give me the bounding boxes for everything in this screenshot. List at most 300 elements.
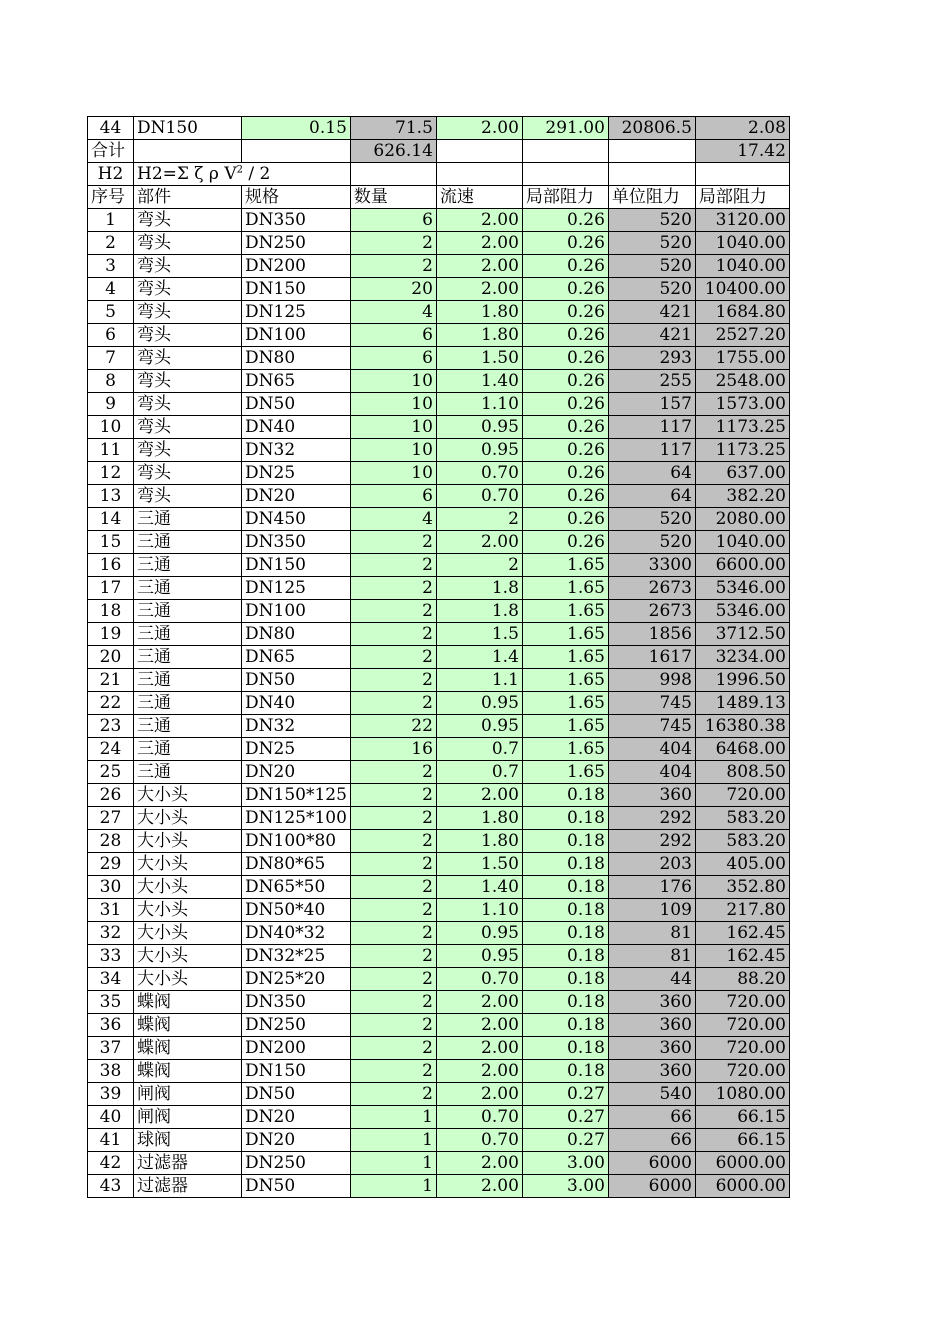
part-name-cell[interactable]: 大小头 <box>134 945 242 968</box>
spec-cell[interactable]: DN32 <box>242 715 351 738</box>
velocity-cell[interactable]: 1.40 <box>436 370 522 393</box>
local-resistance-cell[interactable]: 1080.00 <box>695 1083 789 1106</box>
unit-resistance-cell[interactable]: 520 <box>608 531 695 554</box>
cell[interactable] <box>608 163 695 186</box>
local-resistance-cell[interactable]: 720.00 <box>695 1060 789 1083</box>
unit-resistance-cell[interactable]: 540 <box>608 1083 695 1106</box>
spec-cell[interactable]: DN250 <box>242 1152 351 1175</box>
unit-resistance-cell[interactable]: 292 <box>608 807 695 830</box>
part-name-cell[interactable]: 弯头 <box>134 370 242 393</box>
local-coefficient-cell[interactable]: 0.18 <box>522 899 608 922</box>
local-coefficient-cell[interactable]: 0.26 <box>522 485 608 508</box>
local-resistance-cell[interactable]: 352.80 <box>695 876 789 899</box>
cell[interactable] <box>695 163 789 186</box>
spec-cell[interactable]: DN20 <box>242 485 351 508</box>
unit-resistance-cell[interactable]: 745 <box>608 692 695 715</box>
velocity-cell[interactable]: 1.4 <box>436 646 522 669</box>
quantity-cell[interactable]: 4 <box>350 301 436 324</box>
spec-cell[interactable]: DN125 <box>242 301 351 324</box>
part-name-cell[interactable]: 弯头 <box>134 232 242 255</box>
local-coefficient-cell[interactable]: 0.18 <box>522 807 608 830</box>
part-name-cell[interactable]: 闸阀 <box>134 1106 242 1129</box>
spec-cell[interactable]: DN50 <box>242 1175 351 1198</box>
unit-resistance-cell[interactable]: 745 <box>608 715 695 738</box>
spec-cell[interactable]: DN350 <box>242 209 351 232</box>
row-number-cell[interactable]: 10 <box>88 416 134 439</box>
local-resistance-cell[interactable]: 1173.25 <box>695 439 789 462</box>
column-header[interactable]: 序号 <box>88 186 134 209</box>
velocity-cell[interactable]: 0.7 <box>436 761 522 784</box>
velocity-cell[interactable]: 2.00 <box>436 1152 522 1175</box>
local-coefficient-cell[interactable]: 0.18 <box>522 1060 608 1083</box>
quantity-cell[interactable]: 2 <box>350 1014 436 1037</box>
spec-cell[interactable]: DN50 <box>242 669 351 692</box>
velocity-cell[interactable]: 1.80 <box>436 301 522 324</box>
part-name-cell[interactable]: 大小头 <box>134 807 242 830</box>
row-number-cell[interactable]: 11 <box>88 439 134 462</box>
local-resistance-cell[interactable]: 6468.00 <box>695 738 789 761</box>
row-number-cell[interactable]: 40 <box>88 1106 134 1129</box>
velocity-cell[interactable]: 2.00 <box>436 278 522 301</box>
local-resistance-cell[interactable]: 405.00 <box>695 853 789 876</box>
velocity-cell[interactable]: 0.95 <box>436 715 522 738</box>
part-name-cell[interactable]: 弯头 <box>134 324 242 347</box>
spec-cell[interactable]: DN32*25 <box>242 945 351 968</box>
part-name-cell[interactable]: 弯头 <box>134 301 242 324</box>
unit-resistance-cell[interactable]: 1617 <box>608 646 695 669</box>
local-resistance-cell[interactable]: 720.00 <box>695 991 789 1014</box>
local-resistance-cell[interactable]: 10400.00 <box>695 278 789 301</box>
quantity-cell[interactable]: 6 <box>350 347 436 370</box>
unit-resistance-cell[interactable]: 421 <box>608 324 695 347</box>
velocity-cell[interactable]: 2.00 <box>436 1037 522 1060</box>
quantity-cell[interactable]: 2 <box>350 600 436 623</box>
quantity-cell[interactable]: 2 <box>350 807 436 830</box>
velocity-cell[interactable]: 0.70 <box>436 1129 522 1152</box>
total-resistance[interactable]: 17.42 <box>695 140 789 163</box>
part-name-cell[interactable]: 三通 <box>134 600 242 623</box>
unit-resistance-cell[interactable]: 404 <box>608 738 695 761</box>
spec-cell[interactable]: DN32 <box>242 439 351 462</box>
spec-cell[interactable]: DN20 <box>242 761 351 784</box>
part-name-cell[interactable]: 三通 <box>134 715 242 738</box>
local-coefficient-cell[interactable]: 0.26 <box>522 232 608 255</box>
velocity-cell[interactable]: 2 <box>436 508 522 531</box>
local-resistance-cell[interactable]: 16380.38 <box>695 715 789 738</box>
part-name-cell[interactable]: 三通 <box>134 554 242 577</box>
local-coefficient-cell[interactable]: 0.26 <box>522 393 608 416</box>
local-resistance-cell[interactable]: 2548.00 <box>695 370 789 393</box>
part-name-cell[interactable]: 过滤器 <box>134 1175 242 1198</box>
quantity-cell[interactable]: 1 <box>350 1175 436 1198</box>
quantity-cell[interactable]: 2 <box>350 232 436 255</box>
cell[interactable]: 20806.5 <box>608 117 695 140</box>
local-coefficient-cell[interactable]: 0.26 <box>522 462 608 485</box>
velocity-cell[interactable]: 0.95 <box>436 922 522 945</box>
quantity-cell[interactable]: 6 <box>350 209 436 232</box>
row-number-cell[interactable]: 13 <box>88 485 134 508</box>
part-name-cell[interactable]: 弯头 <box>134 347 242 370</box>
velocity-cell[interactable]: 1.1 <box>436 669 522 692</box>
velocity-cell[interactable]: 1.80 <box>436 830 522 853</box>
velocity-cell[interactable]: 1.10 <box>436 899 522 922</box>
local-coefficient-cell[interactable]: 1.65 <box>522 761 608 784</box>
row-number-cell[interactable]: 9 <box>88 393 134 416</box>
local-resistance-cell[interactable]: 382.20 <box>695 485 789 508</box>
quantity-cell[interactable]: 2 <box>350 1083 436 1106</box>
unit-resistance-cell[interactable]: 44 <box>608 968 695 991</box>
spec-cell[interactable]: DN25 <box>242 738 351 761</box>
local-resistance-cell[interactable]: 2527.20 <box>695 324 789 347</box>
local-coefficient-cell[interactable]: 1.65 <box>522 600 608 623</box>
local-resistance-cell[interactable]: 88.20 <box>695 968 789 991</box>
spec-cell[interactable]: DN25*20 <box>242 968 351 991</box>
row-number-cell[interactable]: 3 <box>88 255 134 278</box>
cell[interactable] <box>436 163 522 186</box>
quantity-cell[interactable]: 10 <box>350 439 436 462</box>
part-name-cell[interactable]: 三通 <box>134 646 242 669</box>
row-number-cell[interactable]: 34 <box>88 968 134 991</box>
unit-resistance-cell[interactable]: 2673 <box>608 577 695 600</box>
column-header[interactable]: 数量 <box>350 186 436 209</box>
quantity-cell[interactable]: 2 <box>350 255 436 278</box>
row-number-cell[interactable]: 8 <box>88 370 134 393</box>
velocity-cell[interactable]: 2.00 <box>436 1175 522 1198</box>
unit-resistance-cell[interactable]: 6000 <box>608 1152 695 1175</box>
spec-cell[interactable]: DN150 <box>242 554 351 577</box>
spec-cell[interactable]: DN125 <box>242 577 351 600</box>
spec-cell[interactable]: DN125*100 <box>242 807 351 830</box>
unit-resistance-cell[interactable]: 255 <box>608 370 695 393</box>
local-resistance-cell[interactable]: 6600.00 <box>695 554 789 577</box>
velocity-cell[interactable]: 1.80 <box>436 324 522 347</box>
row-number-cell[interactable]: 28 <box>88 830 134 853</box>
velocity-cell[interactable]: 1.50 <box>436 347 522 370</box>
velocity-cell[interactable]: 2.00 <box>436 209 522 232</box>
local-resistance-cell[interactable]: 6000.00 <box>695 1175 789 1198</box>
local-resistance-cell[interactable]: 2080.00 <box>695 508 789 531</box>
local-resistance-cell[interactable]: 66.15 <box>695 1106 789 1129</box>
quantity-cell[interactable]: 10 <box>350 416 436 439</box>
local-resistance-cell[interactable]: 1996.50 <box>695 669 789 692</box>
part-name-cell[interactable]: 弯头 <box>134 393 242 416</box>
local-resistance-cell[interactable]: 1040.00 <box>695 232 789 255</box>
row-number-cell[interactable]: 22 <box>88 692 134 715</box>
part-name-cell[interactable]: 蝶阀 <box>134 1037 242 1060</box>
part-name-cell[interactable]: 大小头 <box>134 853 242 876</box>
part-name-cell[interactable]: 三通 <box>134 761 242 784</box>
velocity-cell[interactable]: 0.95 <box>436 416 522 439</box>
part-name-cell[interactable]: 闸阀 <box>134 1083 242 1106</box>
part-name-cell[interactable]: 蝶阀 <box>134 991 242 1014</box>
part-name-cell[interactable]: 弯头 <box>134 416 242 439</box>
quantity-cell[interactable]: 2 <box>350 669 436 692</box>
part-name-cell[interactable]: 蝶阀 <box>134 1060 242 1083</box>
local-coefficient-cell[interactable]: 0.18 <box>522 876 608 899</box>
unit-resistance-cell[interactable]: 2673 <box>608 600 695 623</box>
row-number-cell[interactable]: 30 <box>88 876 134 899</box>
local-coefficient-cell[interactable]: 0.18 <box>522 968 608 991</box>
quantity-cell[interactable]: 2 <box>350 945 436 968</box>
unit-resistance-cell[interactable]: 520 <box>608 255 695 278</box>
local-coefficient-cell[interactable]: 0.26 <box>522 347 608 370</box>
velocity-cell[interactable]: 1.40 <box>436 876 522 899</box>
local-resistance-cell[interactable]: 720.00 <box>695 784 789 807</box>
local-coefficient-cell[interactable]: 0.26 <box>522 416 608 439</box>
spec-cell[interactable]: DN450 <box>242 508 351 531</box>
quantity-cell[interactable]: 2 <box>350 1060 436 1083</box>
row-number-cell[interactable]: 38 <box>88 1060 134 1083</box>
row-number-cell[interactable]: 18 <box>88 600 134 623</box>
local-resistance-cell[interactable]: 1040.00 <box>695 255 789 278</box>
part-name-cell[interactable]: 大小头 <box>134 922 242 945</box>
spec-cell[interactable]: DN80 <box>242 347 351 370</box>
unit-resistance-cell[interactable]: 421 <box>608 301 695 324</box>
unit-resistance-cell[interactable]: 360 <box>608 1037 695 1060</box>
quantity-cell[interactable]: 1 <box>350 1129 436 1152</box>
part-name-cell[interactable]: 三通 <box>134 508 242 531</box>
row-number-cell[interactable]: 2 <box>88 232 134 255</box>
local-resistance-cell[interactable]: 1173.25 <box>695 416 789 439</box>
quantity-cell[interactable]: 6 <box>350 324 436 347</box>
velocity-cell[interactable]: 2 <box>436 554 522 577</box>
quantity-cell[interactable]: 2 <box>350 830 436 853</box>
local-coefficient-cell[interactable]: 1.65 <box>522 577 608 600</box>
row-number-cell[interactable]: 25 <box>88 761 134 784</box>
formula-label[interactable]: H2 <box>88 163 134 186</box>
part-name-cell[interactable]: 三通 <box>134 692 242 715</box>
unit-resistance-cell[interactable]: 520 <box>608 232 695 255</box>
local-resistance-cell[interactable]: 637.00 <box>695 462 789 485</box>
row-number-cell[interactable]: 21 <box>88 669 134 692</box>
unit-resistance-cell[interactable]: 520 <box>608 278 695 301</box>
unit-resistance-cell[interactable]: 360 <box>608 1060 695 1083</box>
part-name-cell[interactable]: 三通 <box>134 738 242 761</box>
spec-cell[interactable]: DN80 <box>242 623 351 646</box>
row-number-cell[interactable]: 1 <box>88 209 134 232</box>
unit-resistance-cell[interactable]: 293 <box>608 347 695 370</box>
quantity-cell[interactable]: 2 <box>350 1037 436 1060</box>
cell[interactable]: 0.15 <box>242 117 351 140</box>
spec-cell[interactable]: DN20 <box>242 1106 351 1129</box>
quantity-cell[interactable]: 2 <box>350 991 436 1014</box>
velocity-cell[interactable]: 1.8 <box>436 600 522 623</box>
local-coefficient-cell[interactable]: 0.18 <box>522 922 608 945</box>
velocity-cell[interactable]: 1.80 <box>436 807 522 830</box>
row-number-cell[interactable]: 27 <box>88 807 134 830</box>
spec-cell[interactable]: DN250 <box>242 232 351 255</box>
local-resistance-cell[interactable]: 162.45 <box>695 945 789 968</box>
quantity-cell[interactable]: 20 <box>350 278 436 301</box>
part-name-cell[interactable]: 大小头 <box>134 899 242 922</box>
velocity-cell[interactable]: 1.50 <box>436 853 522 876</box>
column-header[interactable]: 流速 <box>436 186 522 209</box>
unit-resistance-cell[interactable]: 176 <box>608 876 695 899</box>
row-number-cell[interactable]: 31 <box>88 899 134 922</box>
local-coefficient-cell[interactable]: 0.18 <box>522 784 608 807</box>
row-number-cell[interactable]: 17 <box>88 577 134 600</box>
quantity-cell[interactable]: 2 <box>350 692 436 715</box>
cell[interactable]: 71.5 <box>350 117 436 140</box>
velocity-cell[interactable]: 2.00 <box>436 1014 522 1037</box>
local-coefficient-cell[interactable]: 0.27 <box>522 1129 608 1152</box>
local-resistance-cell[interactable]: 583.20 <box>695 830 789 853</box>
local-coefficient-cell[interactable]: 0.26 <box>522 209 608 232</box>
part-name-cell[interactable]: 大小头 <box>134 784 242 807</box>
quantity-cell[interactable]: 10 <box>350 393 436 416</box>
local-resistance-cell[interactable]: 3712.50 <box>695 623 789 646</box>
part-name-cell[interactable]: 三通 <box>134 531 242 554</box>
cell[interactable]: 291.00 <box>522 117 608 140</box>
local-resistance-cell[interactable]: 1755.00 <box>695 347 789 370</box>
spec-cell[interactable]: DN200 <box>242 1037 351 1060</box>
row-number-cell[interactable]: 19 <box>88 623 134 646</box>
quantity-cell[interactable]: 2 <box>350 922 436 945</box>
cell[interactable] <box>350 163 436 186</box>
spec-cell[interactable]: DN25 <box>242 462 351 485</box>
local-resistance-cell[interactable]: 5346.00 <box>695 577 789 600</box>
local-coefficient-cell[interactable]: 3.00 <box>522 1152 608 1175</box>
row-number-cell[interactable]: 35 <box>88 991 134 1014</box>
unit-resistance-cell[interactable]: 64 <box>608 485 695 508</box>
part-name-cell[interactable]: 三通 <box>134 577 242 600</box>
unit-resistance-cell[interactable]: 998 <box>608 669 695 692</box>
local-coefficient-cell[interactable]: 0.26 <box>522 255 608 278</box>
cell[interactable] <box>522 140 608 163</box>
row-number-cell[interactable]: 32 <box>88 922 134 945</box>
spec-cell[interactable]: DN150 <box>242 1060 351 1083</box>
part-name-cell[interactable]: 弯头 <box>134 209 242 232</box>
local-coefficient-cell[interactable]: 1.65 <box>522 623 608 646</box>
row-number-cell[interactable]: 23 <box>88 715 134 738</box>
cell[interactable] <box>608 140 695 163</box>
part-name-cell[interactable]: 大小头 <box>134 876 242 899</box>
local-resistance-cell[interactable]: 217.80 <box>695 899 789 922</box>
row-number-cell[interactable]: 37 <box>88 1037 134 1060</box>
quantity-cell[interactable]: 2 <box>350 784 436 807</box>
velocity-cell[interactable]: 0.70 <box>436 485 522 508</box>
local-resistance-cell[interactable]: 1684.80 <box>695 301 789 324</box>
local-resistance-cell[interactable]: 808.50 <box>695 761 789 784</box>
row-number-cell[interactable]: 43 <box>88 1175 134 1198</box>
spec-cell[interactable]: DN80*65 <box>242 853 351 876</box>
spec-cell[interactable]: DN350 <box>242 531 351 554</box>
quantity-cell[interactable]: 2 <box>350 531 436 554</box>
local-coefficient-cell[interactable]: 0.18 <box>522 991 608 1014</box>
local-resistance-cell[interactable]: 5346.00 <box>695 600 789 623</box>
spec-cell[interactable]: DN65*50 <box>242 876 351 899</box>
part-name-cell[interactable]: 大小头 <box>134 968 242 991</box>
spec-cell[interactable]: DN350 <box>242 991 351 1014</box>
local-resistance-cell[interactable]: 1489.13 <box>695 692 789 715</box>
local-resistance-cell[interactable]: 1573.00 <box>695 393 789 416</box>
spec-cell[interactable]: DN150*125 <box>242 784 351 807</box>
velocity-cell[interactable]: 0.70 <box>436 1106 522 1129</box>
velocity-cell[interactable]: 2.00 <box>436 1083 522 1106</box>
row-number-cell[interactable]: 16 <box>88 554 134 577</box>
spec-cell[interactable]: DN50*40 <box>242 899 351 922</box>
unit-resistance-cell[interactable]: 117 <box>608 416 695 439</box>
spec-cell[interactable]: DN250 <box>242 1014 351 1037</box>
row-number-cell[interactable]: 6 <box>88 324 134 347</box>
local-coefficient-cell[interactable]: 1.65 <box>522 715 608 738</box>
quantity-cell[interactable]: 2 <box>350 853 436 876</box>
quantity-cell[interactable]: 4 <box>350 508 436 531</box>
row-number-cell[interactable]: 29 <box>88 853 134 876</box>
local-coefficient-cell[interactable]: 0.27 <box>522 1106 608 1129</box>
part-name-cell[interactable]: 弯头 <box>134 462 242 485</box>
unit-resistance-cell[interactable]: 157 <box>608 393 695 416</box>
velocity-cell[interactable]: 0.95 <box>436 439 522 462</box>
spec-cell[interactable]: DN100 <box>242 600 351 623</box>
unit-resistance-cell[interactable]: 404 <box>608 761 695 784</box>
unit-resistance-cell[interactable]: 520 <box>608 508 695 531</box>
cell[interactable]: 44 <box>88 117 134 140</box>
part-name-cell[interactable]: 球阀 <box>134 1129 242 1152</box>
column-header[interactable]: 单位阻力 <box>608 186 695 209</box>
quantity-cell[interactable]: 10 <box>350 462 436 485</box>
local-resistance-cell[interactable]: 583.20 <box>695 807 789 830</box>
quantity-cell[interactable]: 2 <box>350 899 436 922</box>
local-coefficient-cell[interactable]: 0.26 <box>522 531 608 554</box>
velocity-cell[interactable]: 2.00 <box>436 255 522 278</box>
row-number-cell[interactable]: 7 <box>88 347 134 370</box>
part-name-cell[interactable]: 过滤器 <box>134 1152 242 1175</box>
velocity-cell[interactable]: 0.95 <box>436 692 522 715</box>
local-coefficient-cell[interactable]: 0.26 <box>522 278 608 301</box>
spec-cell[interactable]: DN100*80 <box>242 830 351 853</box>
spec-cell[interactable]: DN50 <box>242 393 351 416</box>
spec-cell[interactable]: DN40*32 <box>242 922 351 945</box>
local-coefficient-cell[interactable]: 3.00 <box>522 1175 608 1198</box>
row-number-cell[interactable]: 15 <box>88 531 134 554</box>
velocity-cell[interactable]: 1.10 <box>436 393 522 416</box>
local-resistance-cell[interactable]: 720.00 <box>695 1037 789 1060</box>
spec-cell[interactable]: DN20 <box>242 1129 351 1152</box>
part-name-cell[interactable]: 大小头 <box>134 830 242 853</box>
local-resistance-cell[interactable]: 3234.00 <box>695 646 789 669</box>
cell[interactable] <box>522 163 608 186</box>
spec-cell[interactable]: DN50 <box>242 1083 351 1106</box>
local-resistance-cell[interactable]: 1040.00 <box>695 531 789 554</box>
part-name-cell[interactable]: 弯头 <box>134 485 242 508</box>
velocity-cell[interactable]: 0.70 <box>436 462 522 485</box>
quantity-cell[interactable]: 2 <box>350 577 436 600</box>
part-name-cell[interactable]: 三通 <box>134 623 242 646</box>
column-header[interactable]: 部件 <box>134 186 242 209</box>
formula-cell[interactable] <box>134 163 351 186</box>
part-name-cell[interactable]: 弯头 <box>134 255 242 278</box>
local-coefficient-cell[interactable]: 0.18 <box>522 853 608 876</box>
unit-resistance-cell[interactable]: 66 <box>608 1106 695 1129</box>
local-coefficient-cell[interactable]: 0.18 <box>522 1014 608 1037</box>
local-coefficient-cell[interactable]: 0.26 <box>522 508 608 531</box>
unit-resistance-cell[interactable]: 6000 <box>608 1175 695 1198</box>
local-coefficient-cell[interactable]: 0.18 <box>522 1037 608 1060</box>
cell[interactable] <box>242 140 351 163</box>
spec-cell[interactable]: DN65 <box>242 646 351 669</box>
spec-cell[interactable]: DN40 <box>242 416 351 439</box>
unit-resistance-cell[interactable]: 81 <box>608 922 695 945</box>
unit-resistance-cell[interactable]: 360 <box>608 784 695 807</box>
local-resistance-cell[interactable]: 162.45 <box>695 922 789 945</box>
velocity-cell[interactable]: 0.70 <box>436 968 522 991</box>
total-qty[interactable]: 626.14 <box>350 140 436 163</box>
velocity-cell[interactable]: 2.00 <box>436 1060 522 1083</box>
quantity-cell[interactable]: 1 <box>350 1152 436 1175</box>
spec-cell[interactable]: DN40 <box>242 692 351 715</box>
quantity-cell[interactable]: 2 <box>350 623 436 646</box>
